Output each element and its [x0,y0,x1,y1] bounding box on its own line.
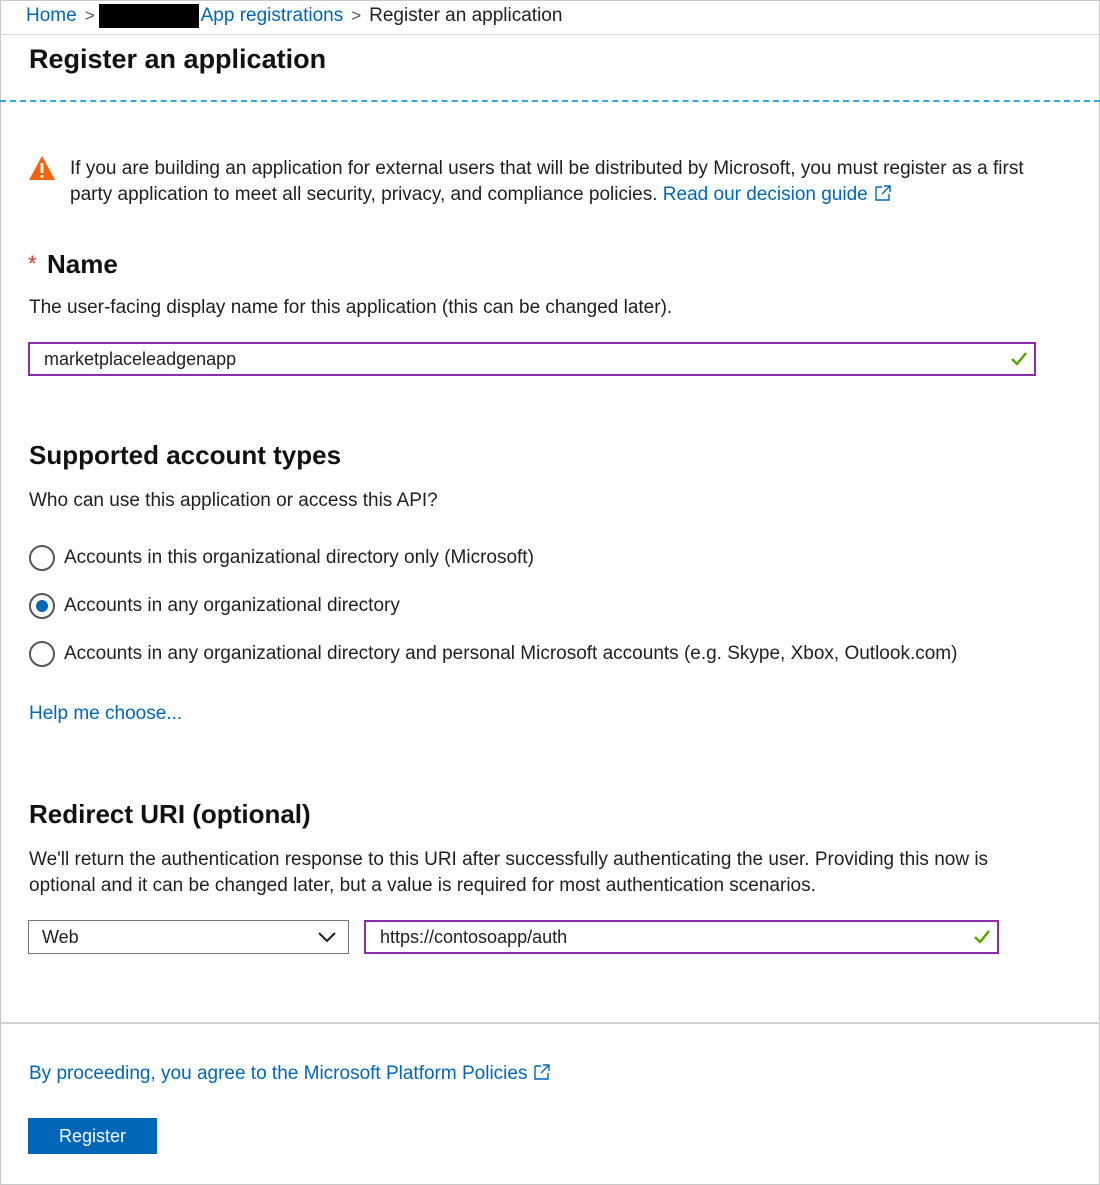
radio-label: Accounts in this organizational directory only (Microsoft) [64,547,534,568]
redirect-uri-heading: Redirect URI (optional) [29,799,311,829]
name-input-wrapper [28,342,1036,376]
warning-message [70,156,1050,208]
platform-policies-link[interactable] [29,1063,551,1085]
name-input[interactable] [30,344,1034,374]
account-option-multi-tenant-personal[interactable] [29,641,957,667]
valid-check-icon [1010,351,1028,367]
breadcrumb-chevron-icon: > [351,6,362,25]
register-button[interactable]: Register [28,1118,157,1154]
name-heading: Name [47,249,118,279]
page-title: Register an application [29,44,327,74]
breadcrumb-chevron-icon: > [84,6,95,25]
redirect-uri-description: We'll return the authentication response to this URI after successfully authenticating the user. Providing this now is optional and it can be changed later, but a value is required for most authentication scenarios. [29,849,989,896]
title-divider [0,100,1100,102]
required-marker: * [28,251,37,276]
breadcrumb-app-registrations[interactable]: App registrations [200,5,344,26]
account-types-heading: Supported account types [29,440,342,470]
radio-single-tenant[interactable] [29,545,55,571]
platform-policies-text: By proceeding, you agree to the Microsoft Platform Policies [29,1063,528,1084]
valid-check-icon [973,929,991,945]
footer-divider [0,1022,1100,1024]
name-description: The user-facing display name for this application (this can be changed later). [29,297,673,318]
platform-select-value: Web [42,927,79,947]
redirect-uri-input[interactable] [366,922,997,952]
radio-label: Accounts in any organizational directory [64,595,400,616]
decision-guide-link[interactable]: Read our decision guide [662,184,868,205]
platform-select[interactable] [28,920,349,954]
account-option-multi-tenant[interactable] [29,593,400,619]
warning-text: If you are building an application for external users that will be distributed by Microsoft, you must register as a first party application to meet all security, privacy, and compliance policies. [70,158,1024,205]
radio-multi-tenant-personal[interactable] [29,641,55,667]
account-types-question: Who can use this application or access this API? [29,490,438,511]
chevron-down-icon [318,931,336,943]
breadcrumb [26,3,562,29]
redirect-uri-input-wrapper [364,920,999,954]
radio-multi-tenant[interactable] [29,593,55,619]
warning-icon [28,155,56,181]
account-option-single-tenant[interactable] [29,545,534,571]
help-me-choose-link[interactable]: Help me choose... [29,703,183,724]
external-link-icon [874,184,892,202]
breadcrumb-redacted-item [99,4,199,28]
breadcrumb-current: Register an application [369,5,563,26]
radio-label: Accounts in any organizational directory and personal Microsoft accounts (e.g. Skype, Xbox, Outlook.com) [64,643,958,664]
breadcrumb-home[interactable]: Home [26,5,77,26]
external-link-icon [533,1063,551,1081]
breadcrumb-divider [0,34,1100,35]
